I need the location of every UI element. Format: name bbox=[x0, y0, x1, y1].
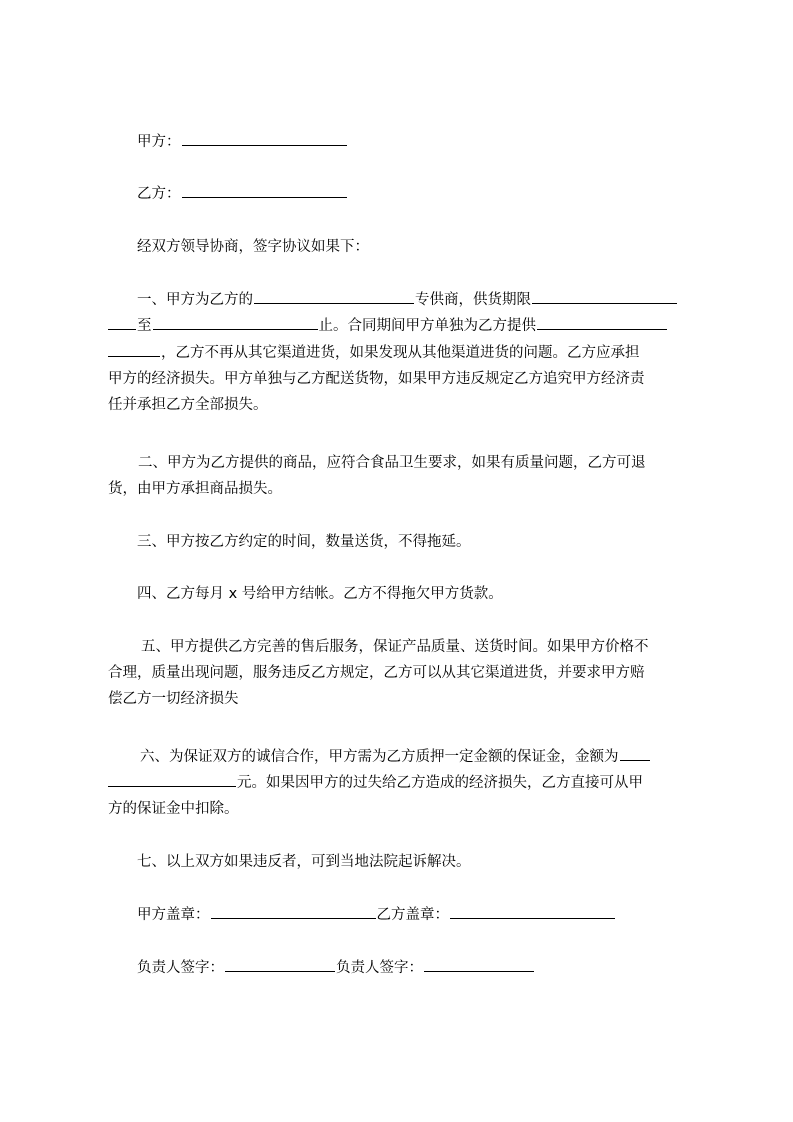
clause1-text-a: 一、甲方为乙方的 bbox=[137, 292, 253, 308]
clause5-line2: 合理，质量出现问题，服务违反乙方规定，乙方可以从其它渠道进货，并要求甲方赔 bbox=[108, 665, 645, 681]
clause1-line1 bbox=[137, 287, 737, 313]
clause1-line4: 甲方的经济损失。甲方单独与乙方配送货物，如果甲方违反规定乙方追究甲方经济责 bbox=[108, 371, 645, 387]
clause1-text-b: 专供商，供货期限 bbox=[415, 292, 531, 308]
exclusive-product-blank[interactable] bbox=[537, 315, 667, 330]
period-start-blank-cont[interactable] bbox=[108, 315, 136, 330]
party-a-line bbox=[137, 129, 737, 155]
clause6-text-b: 元。如果因甲方的过失给乙方造成的经济损失，乙方直接可从甲 bbox=[237, 775, 643, 791]
supplier-product-blank[interactable] bbox=[254, 289, 414, 304]
clause6-line1 bbox=[140, 744, 740, 770]
period-start-blank[interactable] bbox=[532, 289, 677, 304]
seal-b-blank[interactable] bbox=[450, 904, 615, 919]
clause1-text-c: 至 bbox=[137, 318, 152, 334]
clause7: 七、以上双方如果违反者，可到当地法院起诉解决。 bbox=[137, 854, 471, 870]
clause4: 四、乙方每月 x 号给甲方结帐。乙方不得拖欠甲方货款。 bbox=[137, 586, 503, 602]
sign-b-label: 负责人签字： bbox=[336, 960, 423, 976]
seal-line bbox=[137, 902, 737, 928]
clause1-line2 bbox=[108, 313, 708, 339]
party-b-line bbox=[137, 181, 737, 207]
sign-b-blank[interactable] bbox=[424, 957, 534, 972]
clause1-line5: 任并承担乙方全部损失。 bbox=[108, 397, 268, 413]
clause1-line3 bbox=[108, 340, 708, 366]
seal-b-label: 乙方盖章： bbox=[376, 907, 449, 923]
deposit-amount-blank[interactable] bbox=[620, 746, 650, 761]
sign-a-label: 负责人签字： bbox=[137, 960, 224, 976]
clause3: 三、甲方按乙方约定的时间，数量送货，不得拖延。 bbox=[137, 534, 471, 550]
clause2-line1: 二、甲方为乙方提供的商品，应符合食品卫生要求，如果有质量问题，乙方可退 bbox=[138, 455, 646, 471]
clause5-line1: 五、甲方提供乙方完善的售后服务，保证产品质量、送货时间。如果甲方价格不 bbox=[141, 639, 649, 655]
clause2-line2: 货，由甲方承担商品损失。 bbox=[108, 481, 282, 497]
clause6-line3: 方的保证金中扣除。 bbox=[108, 801, 239, 817]
party-b-label: 乙方： bbox=[137, 186, 181, 202]
party-a-blank[interactable] bbox=[182, 131, 347, 146]
seal-a-blank[interactable] bbox=[211, 904, 376, 919]
sign-a-blank[interactable] bbox=[225, 957, 335, 972]
signature-line bbox=[137, 955, 737, 981]
party-a-label: 甲方： bbox=[137, 134, 181, 150]
clause6-line2 bbox=[108, 770, 708, 796]
exclusive-product-blank-cont[interactable] bbox=[108, 342, 160, 357]
intro-text: 经双方领导协商，签字协议如果下： bbox=[137, 239, 369, 255]
seal-a-label: 甲方盖章： bbox=[137, 907, 210, 923]
period-end-blank[interactable] bbox=[153, 315, 318, 330]
clause1-text-e: ，乙方不再从其它渠道进货，如果发现从其他渠道进货的问题。乙方应承担 bbox=[161, 345, 640, 361]
party-b-blank[interactable] bbox=[182, 183, 347, 198]
clause1-text-d: 止。合同期间甲方单独为乙方提供 bbox=[318, 318, 536, 334]
clause6-text-a: 六、为保证双方的诚信合作，甲方需为乙方质押一定金额的保证金，金额为 bbox=[140, 749, 619, 765]
deposit-amount-blank-cont[interactable] bbox=[108, 772, 236, 787]
clause5-line3: 偿乙方一切经济损失 bbox=[108, 691, 239, 707]
